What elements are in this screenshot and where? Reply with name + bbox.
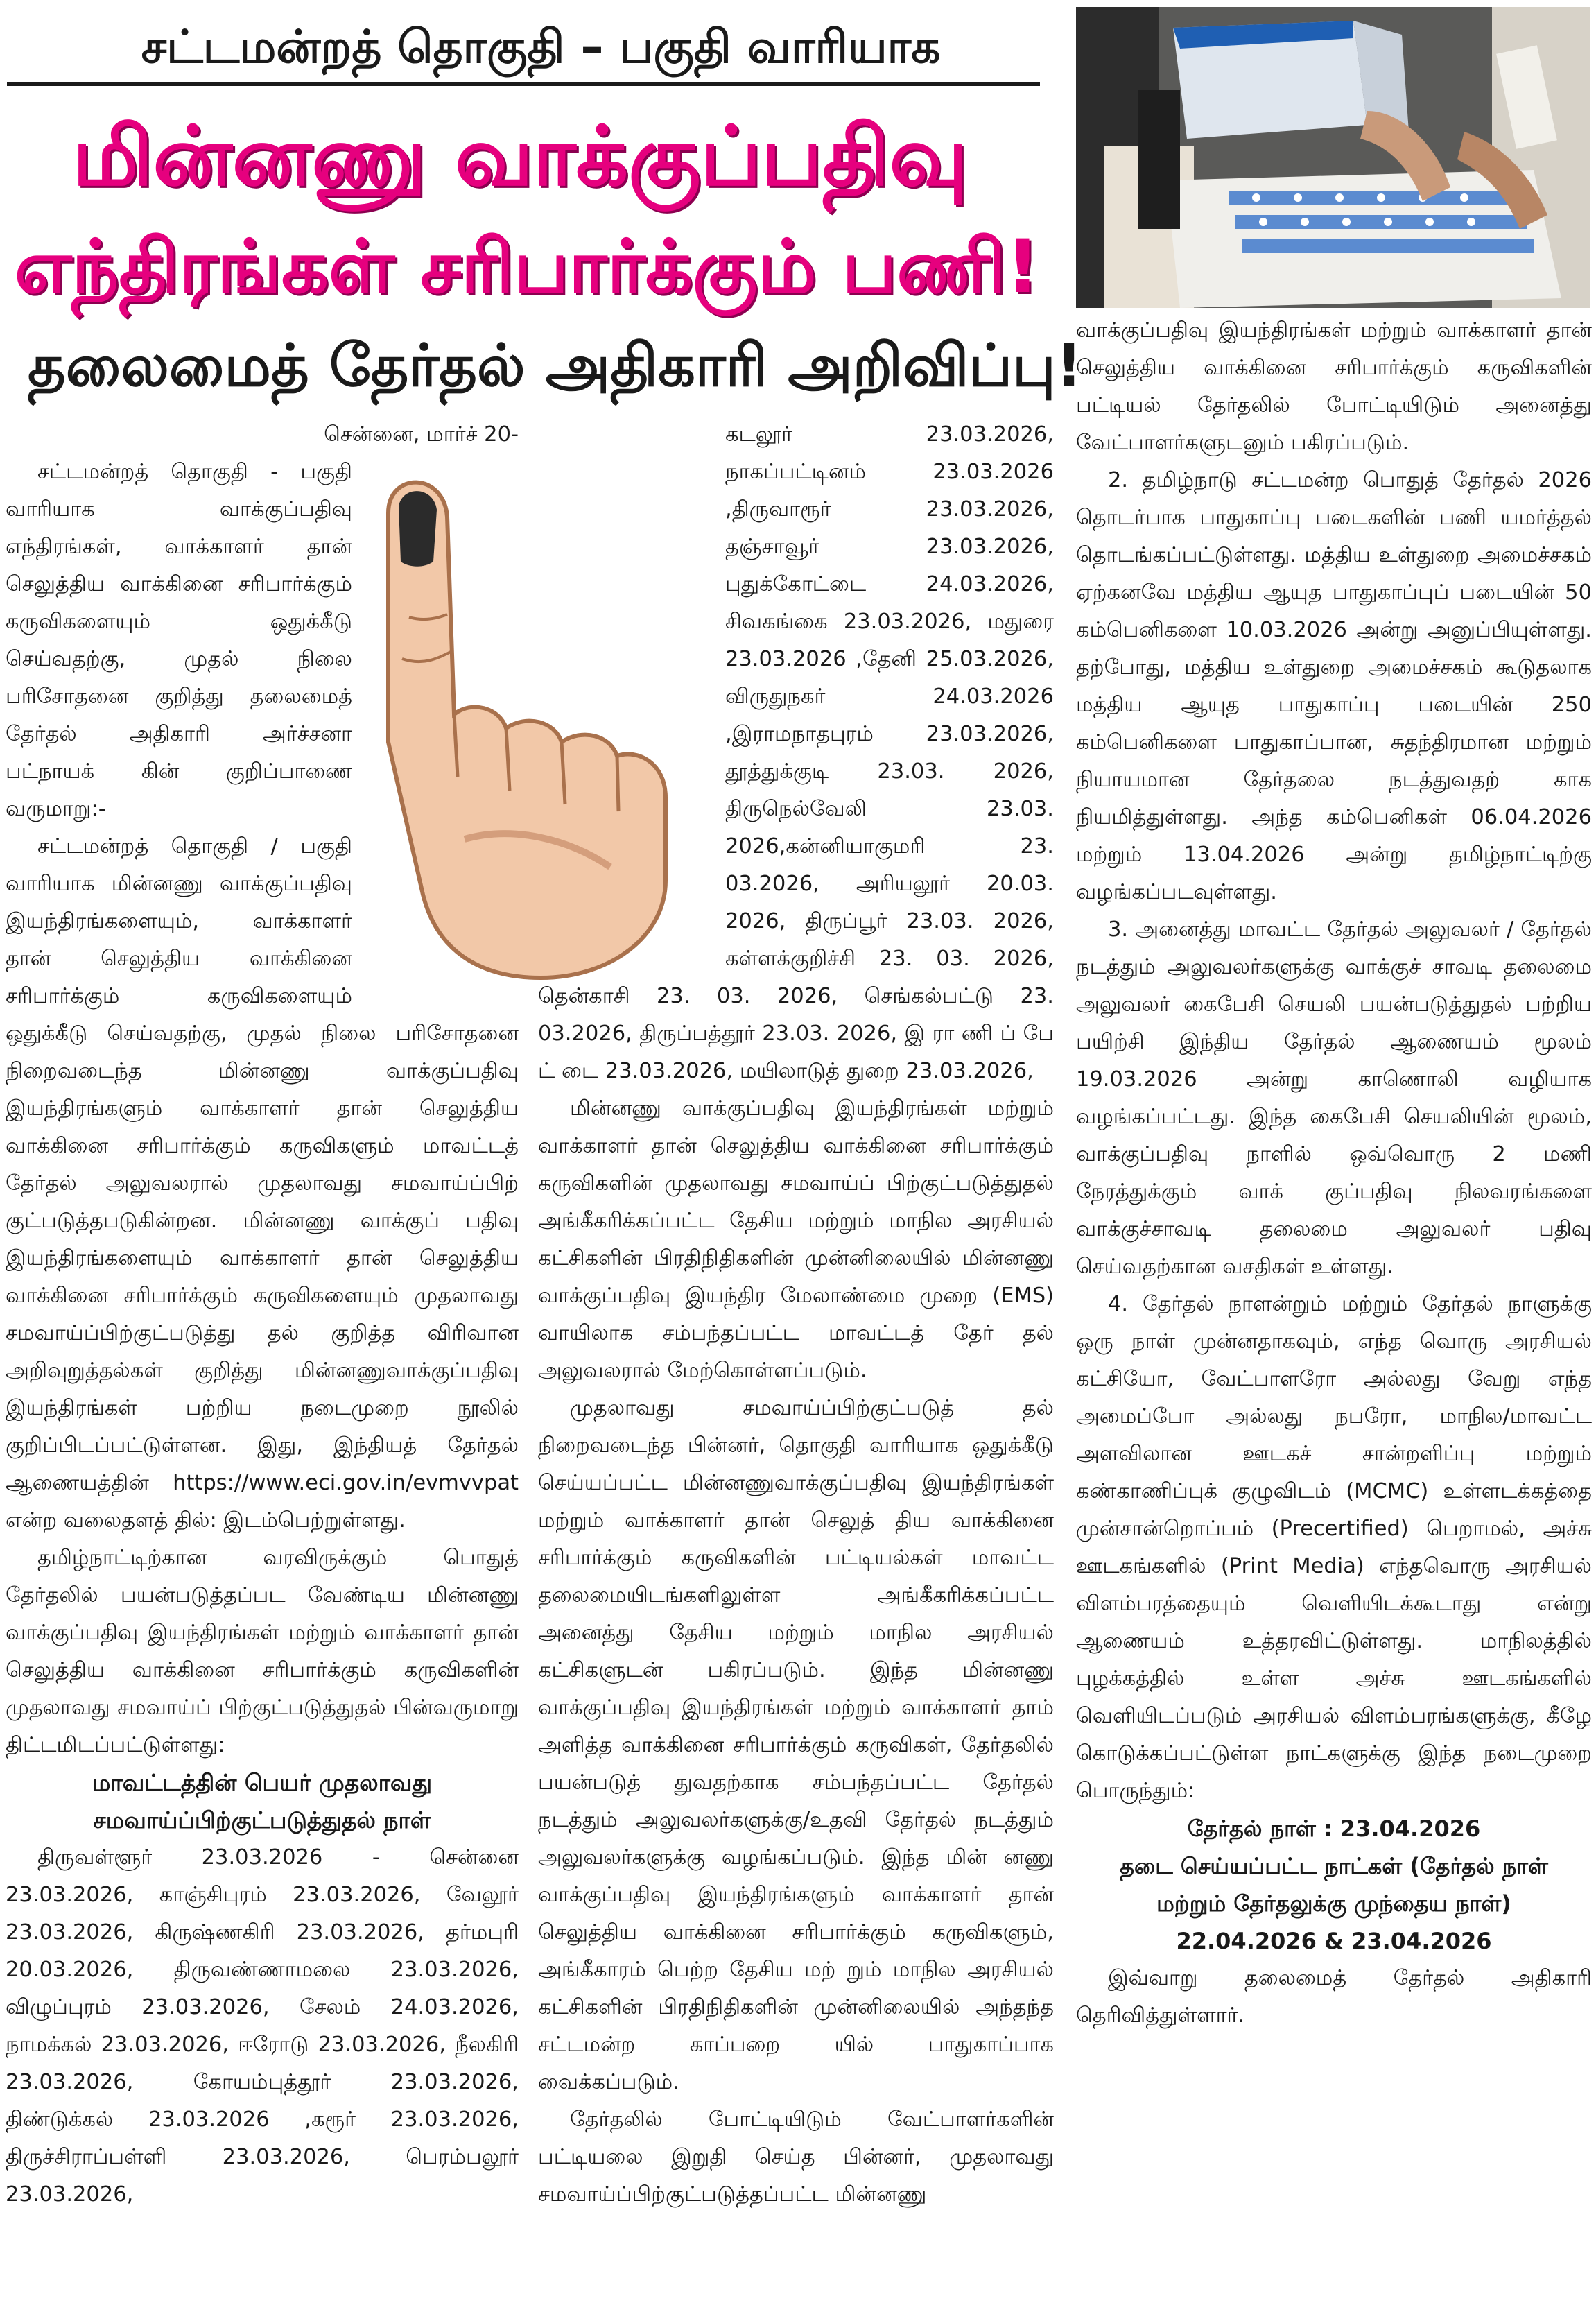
kicker-title: சட்டமன்றத் தொகுதி – பகுதி வாரியாக [141, 20, 941, 74]
col3-paragraph-1: வாக்குப்பதிவு இயந்திரங்கள் மற்றும் வாக்காளர் தான் செலுத்திய வாக்கினை சரிபார்க்கும் கருவிகளின் பட்டியல் தேர்தலில் போட்டியிடும் அனைத்து வேட்பாளர்களுடனும் பகிரப்படும். [1076, 318, 1592, 455]
col1-paragraph-1: சட்டமன்றத் தொகுதி - பகுதி வாரியாக வாக்குப்பதிவு எந்திரங்கள், வாக்காளர் தான் செலுத்திய வாக்கினை சரிபார்க்கும் கருவிகளையும் ஒதுக்கீடு செய்வதற்கு, முதல் நிலை பரிசோதனை குறித்து தலைமைத் தேர்தல் அதிகாரி அர்ச்சனா பட்நாயக் கின் குறிப்பாணை வருமாறு:- [6, 460, 352, 821]
headline-line-1: மின்னணு வாக்குப்பதிவு [72, 108, 968, 204]
banned-days-label-line-2: மற்றும் தேர்தலுக்கு முந்தைய நாள்) [1156, 1890, 1511, 1917]
headline-line-2: எந்திரங்கள் சரிபார்க்கும் பணி! [14, 224, 1040, 309]
closing-line: இவ்வாறு தலைமைத் தேர்தல் அதிகாரி தெரிவித்துள்ளார். [1076, 1966, 1592, 2028]
print-media-restriction-paragraph: 4. தேர்தல் நாளன்றும் மற்றும் தேர்தல் நாளுக்கு ஒரு நாள் முன்னதாகவும், எந்த வொரு அரசியல் கட்சியோ, வேட்பாளரோ அல்லது வேறு எந்த அமைப்போ அல்லது நபரோ, மாநில/மாவட்ட அளவிலான ஊடகச் சான்றளிப்பு மற்றும் கண்காணிப்புக் குழுவிடம் (MCMC) உள்ளடக்கத்தை முன்சான்றொப்பம் (Precertified) பெறாமல், அச்சு ஊடகங்களில் (Print Media) எந்தவொரு அரசியல் விளம்பரத்தையும் வெளியிடக்கூடாது என்று ஆணையம் உத்தரவிட்டுள்ளது. மாநிலத்தில் புழக்கத்தில் உள்ள அச்சு ஊடகங்களில் வெளியிடப்படும் அரசியல் விளம்பரங்களுக்கு, கீழே கொடுக்கப்பட்டுள்ள நாட்களுக்கு இந்த நடைமுறை பொருந்தும்: [1076, 1292, 1592, 1803]
col1-paragraph-2: சட்டமன்றத் தொகுதி / பகுதி வாரியாக மின்னணு வாக்குப்பதிவு இயந்திரங்களையும், வாக்காளர் தான் செலுத்திய வாக்கினை சரிபார்க்கும் கருவிகளையும் ஒதுக்கீடு செய்வதற்கு, முதல் நிலை பரிசோதனை நிறைவடைந்த மின்னணு வாக்குப்பதிவு இயந்திரங்களும் வாக்காளர் தான் செலுத்திய வாக்கினை சரிபார்க்கும் கருவிகளும் மாவட்டத் தேர்தல் அலுவலரால் முதலாவது சமவாய்ப்பிற் குட்படுத்தபடுகின்றன. மின்னணு வாக்குப் பதிவு இயந்திரங்களையும் வாக்காளர் தான் செலுத்திய வாக்கினை சரிபார்க்கும் கருவிகளையும் முதலாவது சமவாய்ப்பிற்குட்படுத்து தல் குறித்த விரிவான அறிவுறுத்தல்கள் குறித்து மின்னணுவாக்குப்பதிவு இயந்திரங்கள் பற்றிய நடைமுறை நூலில் குறிப்பிடப்பட்டுள்ளன. இது, இந்தியத் தேர்தல் ஆணையத்தின் https://www.eci.gov.in/evmvvpat என்ற வலைதளத் தில்: இடம்பெற்றுள்ளது. [6, 834, 519, 1533]
election-date: தேர்தல் நாள் : 23.04.2026 [1187, 1815, 1481, 1842]
banned-dates: 22.04.2026 & 23.04.2026 [1176, 1928, 1492, 1954]
banned-days-label-line-1: தடை செய்யப்பட்ட நாட்கள் (தேர்தல் நாள் [1120, 1853, 1548, 1879]
col1-paragraph-3: தமிழ்நாட்டிற்கான வரவிருக்கும் பொதுத் தேர்தலில் பயன்படுத்தப்பட வேண்டிய மின்னணு வாக்குப்பதிவு இயந்திரங்கள் மற்றும் வாக்காளர் தான் செலுத்திய வாக்கினை சரிபார்க்கும் கருவிகளின் முதலாவது சமவாய்ப் பிற்குட்படுத்துதல் பின்வருமாறு திட்டமிடப்பட்டுள்ளது: [6, 1546, 519, 1757]
kicker-underline [7, 82, 1040, 86]
district-dates-list-part-2: கடலூர் 23.03.2026, நாகப்பட்டினம் 23.03.2026 ,திருவாரூர் 23.03.2026, தஞ்சாவூர் 23.03.2026, புதுக்கோட்டை 24.03.2026, சிவகங்கை 23.03.2026, மதுரை 23.03.2026 ,தேனி 25.03.2026, விருதுநகர் 24.03.2026 ,இராமநாதபுரம் 23.03.2026, தூத்துக்குடி 23.03. 2026, திருநெல்வேலி 23.03. 2026,கன்னியாகுமரி 23. 03.2026, அரியலூர் 20.03. 2026, திருப்பூர் 23.03. 2026, கள்ளக்குறிச்சி 23. 03. 2026, தென்காசி 23. 03. 2026, செங்கல்பட்டு 23. 03.2026, திருப்பத்தூர் 23.03. 2026, இ ரா ணி ப் பே ட் டை 23.03.2026, மயிலாடுத் துறை 23.03.2026, [538, 422, 1054, 1083]
col2-paragraph-2: மின்னணு வாக்குப்பதிவு இயந்திரங்கள் மற்றும் வாக்காளர் தான் செலுத்திய வாக்கினை சரிபார்க்கும் கருவிகளின் முதலாவது சமவாய்ப் பிற்குட்படுத்துதல் அங்கீகரிக்கப்பட்ட தேசிய மற்றும் மாநில அரசியல் கட்சிகளின் பிரதிநிதிகளின் முன்னிலையில் மின்னணு வாக்குப்பதிவு இயந்திர மேலாண்மை முறை (EMS) வாயிலாக சம்பந்தப்பட்ட மாவட்டத் தேர் தல் அலுவலரால் மேற்கொள்ளப்படும். [538, 1096, 1054, 1383]
col2-paragraph-4: தேர்தலில் போட்டியிடும் வேட்பாளர்களின் பட்டியலை இறுதி செய்த பின்னர், முதலாவது சமவாய்ப்பிற்குட்படுத்தப்பட்ட மின்னணு [538, 2107, 1054, 2207]
mobile-app-training-paragraph: 3. அனைத்து மாவட்ட தேர்தல் அலுவலர் / தேர்தல் நடத்தும் அலுவலர்களுக்கு வாக்குச் சாவடி தலைமை அலுவலர் கைபேசி செயலி பயன்படுத்துதல் பற்றிய பயிற்சி இந்திய தேர்தல் ஆணையம் மூலம் 19.03.2026 அன்று காணொலி வழியாக வழங்கப்பட்டது. இந்த கைபேசி செயலியின் மூலம், வாக்குப்பதிவு நாளில் ஒவ்வொரு 2 மணி நேரத்துக்கும் வாக் குப்பதிவு நிலவரங்களை வாக்குச்சாவடி தலைமை அலுவலர் பதிவு செய்வதற்கான வசதிகள் உள்ளது. [1076, 917, 1592, 1279]
district-table-heading-line-1: மாவட்டத்தின் பெயர் முதலாவது [92, 1769, 433, 1796]
article-column-1 [6, 416, 519, 2312]
evm-machine-photo [1076, 7, 1590, 308]
article-column-3 [1076, 312, 1592, 2312]
district-dates-list-part-1: திருவள்ளூர் 23.03.2026 - சென்னை 23.03.2026, காஞ்சிபுரம் 23.03.2026, வேலூர் 23.03.2026, கிருஷ்ணகிரி 23.03.2026, தர்மபுரி 20.03.2026, திருவண்ணாமலை 23.03.2026, விழுப்புரம் 23.03.2026, சேலம் 24.03.2026, நாமக்கல் 23.03.2026, ஈரோடு 23.03.2026, நீலகிரி 23.03.2026, கோயம்புத்தூர் 23.03.2026, திண்டுக்கல் 23.03.2026 ,கரூர் 23.03.2026, திருச்சிராப்பள்ளி 23.03.2026, பெரம்பலூர் 23.03.2026, [6, 1845, 519, 2207]
subheadline: தலைமைத் தேர்தல் அதிகாரி அறிவிப்பு! [28, 331, 1082, 399]
security-forces-paragraph: 2. தமிழ்நாடு சட்டமன்ற பொதுத் தேர்தல் 2026 தொடர்பாக பாதுகாப்பு படைகளின் பணி யமர்த்தல் தொடங்கப்பட்டுள்ளது. மத்திய உள்துறை அமைச்சகம் ஏற்கனவே மத்திய ஆயுத பாதுகாப்புப் படையின் 50 கம்பெனிகளை 10.03.2026 அன்று அனுப்பியுள்ளது. தற்போது, மத்திய உள்துறை அமைச்சகம் கூடுதலாக மத்திய ஆயுத பாதுகாப்பு படையின் 250 கம்பெனிகளை பாதுகாப்பான, சுதந்திரமான மற்றும் நியாயமான தேர்தலை நடத்துவதற் காக நியமித்துள்ளது. அந்த கம்பெனிகள் 06.04.2026 மற்றும் 13.04.2026 அன்று தமிழ்நாட்டிற்கு வழங்கப்படவுள்ளது. [1076, 468, 1592, 904]
col2-paragraph-3: முதலாவது சமவாய்ப்பிற்குட்படுத் தல் நிறைவடைந்த பின்னர், தொகுதி வாரியாக ஒதுக்கீடு செய்யப்பட்ட மின்னணுவாக்குப்பதிவு இயந்திரங்கள் மற்றும் வாக்காளர் தான் செலுத் திய வாக்கினை சரிபார்க்கும் கருவிகளின் பட்டியல்கள் மாவட்ட தலைமையிடங்களிலுள்ள அங்கீகரிக்கப்பட்ட அனைத்து தேசிய மற்றும் மாநில அரசியல் கட்சிகளுடன் பகிரப்படும். இந்த மின்னணு வாக்குப்பதிவு இயந்திரங்கள் மற்றும் வாக்காளர் தாம் அளித்த வாக்கினை சரிபார்க்கும் கருவிகள், தேர்தலில் பயன்படுத் துவதற்காக சம்பந்தப்பட்ட தேர்தல் நடத்தும் அலுவலர்களுக்கு/உதவி தேர்தல் நடத்தும் அலுவலர்களுக்கு வழங்கப்படும். இந்த மின் னணு வாக்குப்பதிவு இயந்திரங்களும் வாக்காளர் தான் செலுத்திய வாக்கினை சரிபார்க்கும் கருவிகளும், அங்கீகாரம் பெற்ற தேசிய மற் றும் மாநில அரசியல் கட்சிகளின் பிரதிநிதிகளின் முன்னிலையில் அந்தந்த சட்டமன்ற காப்பறை யில் பாதுகாப்பாக வைக்கப்படும். [538, 1396, 1054, 2094]
article-column-2 [538, 416, 1054, 2312]
dateline: சென்னை, மார்ச் 20- [324, 422, 519, 447]
district-table-heading-line-2: சமவாய்ப்பிற்குட்படுத்துதல் நாள் [93, 1806, 431, 1834]
